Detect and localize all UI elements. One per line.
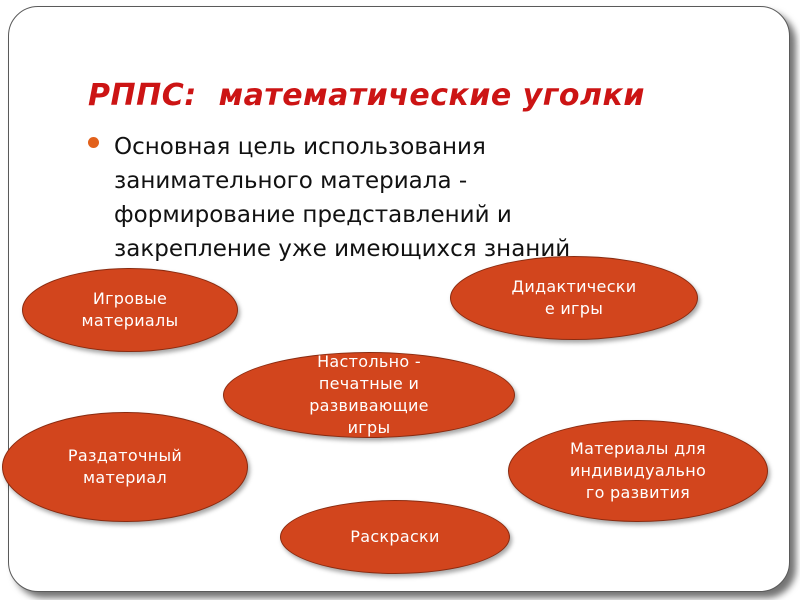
slide-title: РППС: математические уголки xyxy=(88,78,645,113)
oval-individual-development xyxy=(508,420,768,522)
oval-coloring-pages xyxy=(280,500,510,574)
oval-coloring-pages-label: Раскраски xyxy=(350,527,440,546)
bullet-line-3: формирование представлений и xyxy=(114,202,512,228)
bullet-line-4: закрепление уже имеющихся знаний xyxy=(114,236,571,262)
oval-handout-material xyxy=(2,412,248,522)
oval-didactic-games-label: Дидактически е игры xyxy=(511,277,637,318)
oval-board-games xyxy=(223,352,515,438)
oval-individual-development-label: Материалы для индивидуально го развития xyxy=(569,439,707,502)
bullet-line-1: Основная цель использования xyxy=(114,134,486,160)
oval-game-materials-label: Игровые материалы xyxy=(81,289,179,330)
oval-didactic-games xyxy=(450,256,698,340)
oval-board-games-label: Настольно - печатные и развивающие игры xyxy=(309,352,429,437)
oval-handout-material-label: Раздаточный материал xyxy=(67,446,183,487)
bullet-icon xyxy=(88,137,99,148)
bullet-line-2: занимательного материала - xyxy=(114,168,468,194)
oval-game-materials xyxy=(22,268,238,352)
